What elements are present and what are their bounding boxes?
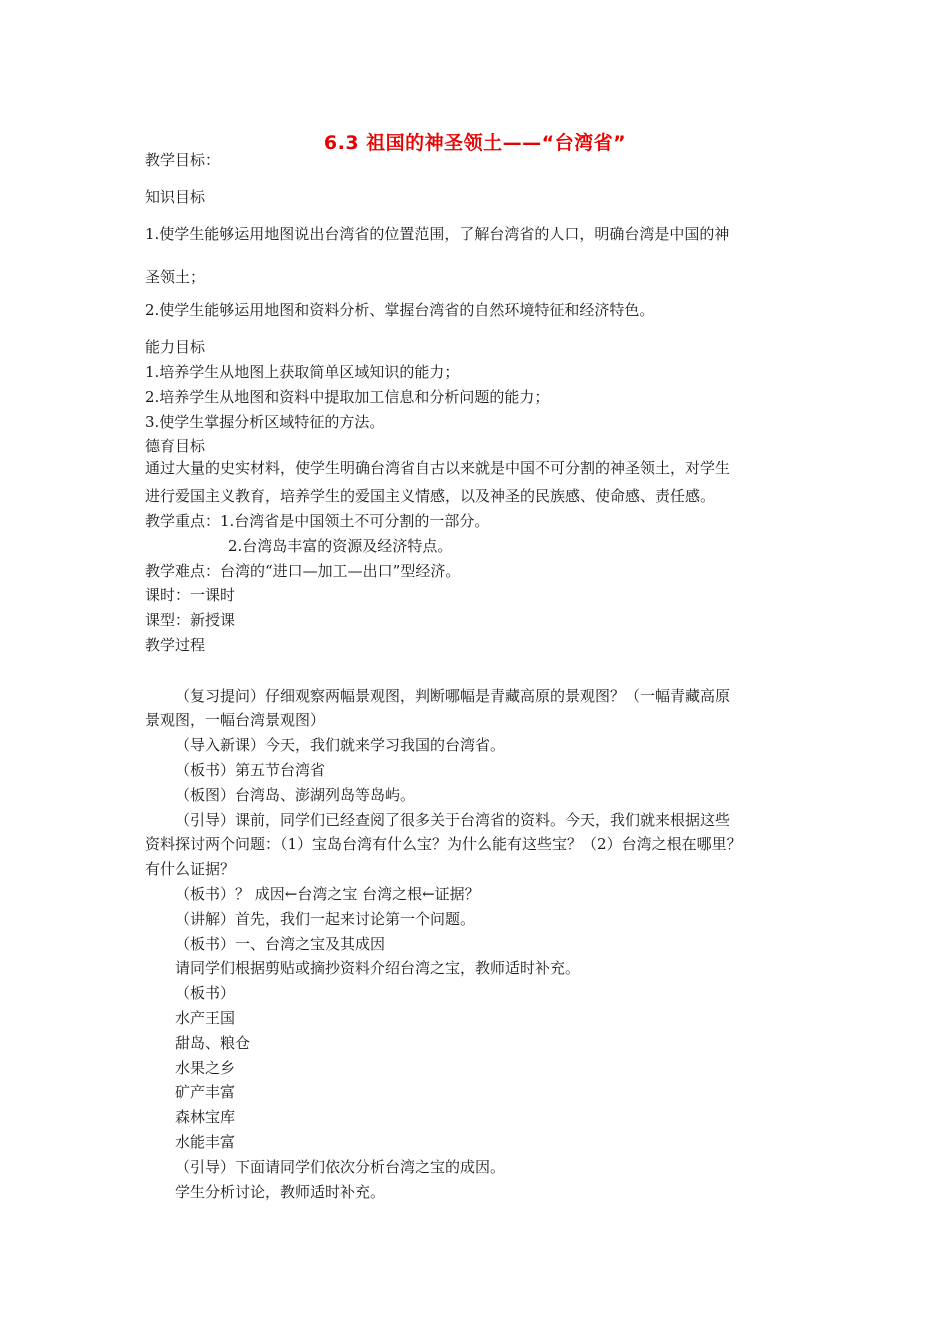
text-line: （板书）第五节台湾省: [175, 761, 326, 779]
text-line: 2.培养学生从地图和资料中提取加工信息和分析问题的能力；: [145, 388, 550, 406]
text-line: 知识目标: [145, 188, 206, 206]
text-line: 2.台湾岛丰富的资源及经济特点。: [228, 537, 453, 555]
text-line: （板书）？ 成因←台湾之宝 台湾之根←证据？: [175, 885, 480, 903]
text-line: 教学目标：: [145, 151, 221, 169]
text-line: 有什么证据？: [145, 860, 236, 878]
text-line: 资料探讨两个问题：（1）宝岛台湾有什么宝？为什么能有这些宝？（2）台湾之根在哪里？: [145, 835, 742, 853]
text-line: 水能丰富: [175, 1133, 236, 1151]
text-line: 1.使学生能够运用地图说出台湾省的位置范围，了解台湾省的人口，明确台湾是中国的神: [145, 225, 730, 243]
text-line: （导入新课）今天，我们就来学习我国的台湾省。: [175, 736, 506, 754]
text-line: 课型：新授课: [145, 611, 236, 629]
document-title: 6.3 祖国的神圣领土——“台湾省”: [323, 132, 627, 154]
text-line: 森林宝库: [175, 1108, 236, 1126]
text-line: 2.使学生能够运用地图和资料分析、掌握台湾省的自然环境特征和经济特色。: [145, 301, 655, 319]
text-line: 教学过程: [145, 636, 206, 654]
text-line: （引导）下面请同学们依次分析台湾之宝的成因。: [175, 1158, 506, 1176]
text-line: （引导）课前，同学们已经查阅了很多关于台湾省的资料。今天，我们就来根据这些: [175, 811, 731, 829]
text-line: 教学重点：1.台湾省是中国领土不可分割的一部分。: [145, 512, 490, 530]
text-line: 学生分析讨论，教师适时补充。: [175, 1183, 386, 1201]
text-line: 德育目标: [145, 437, 206, 455]
text-line: 1.培养学生从地图上获取简单区域知识的能力；: [145, 363, 460, 381]
text-line: 请同学们根据剪贴或摘抄资料介绍台湾之宝，教师适时补充。: [175, 959, 581, 977]
text-line: 水果之乡: [175, 1059, 236, 1077]
text-line: 矿产丰富: [175, 1083, 236, 1101]
text-line: （板图）台湾岛、澎湖列岛等岛屿。: [175, 786, 416, 804]
text-line: 景观图，一幅台湾景观图）: [145, 711, 326, 729]
text-line: （板书）: [175, 984, 236, 1002]
text-line: 水产王国: [175, 1009, 236, 1027]
text-line: （讲解）首先，我们一起来讨论第一个问题。: [175, 910, 476, 928]
text-line: 能力目标: [145, 338, 206, 356]
text-line: 甜岛、粮仓: [175, 1034, 251, 1052]
text-line: 圣领土；: [145, 268, 206, 286]
text-line: 进行爱国主义教育，培养学生的爱国主义情感，以及神圣的民族感、使命感、责任感。: [145, 487, 716, 505]
text-line: （板书）一、台湾之宝及其成因: [175, 935, 386, 953]
text-line: 教学难点：台湾的“进口—加工—出口”型经济。: [145, 562, 461, 580]
text-line: 通过大量的史实材料，使学生明确台湾省自古以来就是中国不可分割的神圣领土，对学生: [145, 459, 731, 477]
text-line: （复习提问）仔细观察两幅景观图，判断哪幅是青藏高原的景观图？（一幅青藏高原: [175, 687, 731, 705]
text-line: 课时：一课时: [145, 586, 236, 604]
text-line: 3.使学生掌握分析区域特征的方法。: [145, 413, 385, 431]
